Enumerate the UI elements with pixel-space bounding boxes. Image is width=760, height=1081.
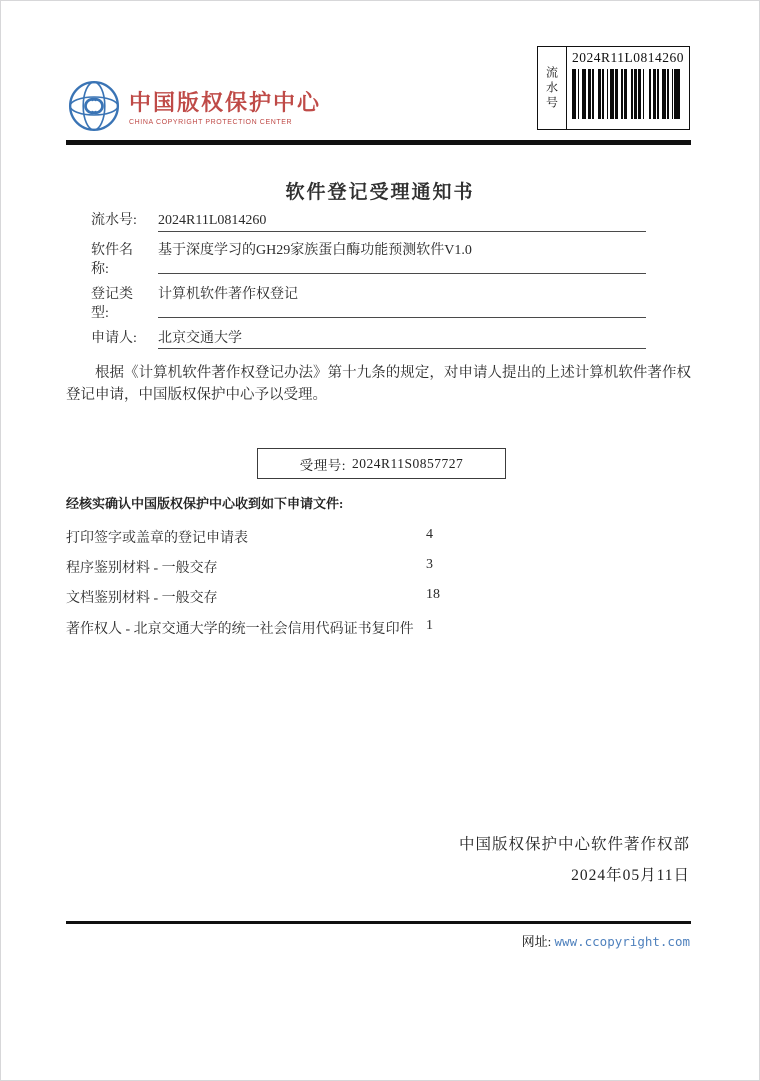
signature-date: 2024年05月11日 — [571, 867, 690, 884]
serial-main — [567, 47, 689, 129]
header-rule — [66, 140, 691, 145]
acceptance-number-box — [257, 448, 506, 479]
acceptance-number: 2024R11S0857727 — [352, 455, 464, 471]
file-count: 1 — [426, 618, 433, 633]
field-label: 软件名称: — [91, 243, 133, 277]
file-name: 著作权人 - 北京交通大学的统一社会信用代码证书复印件 — [66, 622, 414, 637]
serial-number: 2024R11L0814260 — [572, 50, 684, 65]
globe-icon — [67, 79, 121, 133]
page-title: 软件登记受理通知书 — [285, 181, 475, 203]
file-name: 打印签字或盖章的登记申请表 — [66, 531, 248, 546]
field-value: 基于深度学习的GH29家族蛋白酶功能预测软件V1.0 — [158, 241, 646, 274]
field-label: 登记类型: — [91, 287, 133, 321]
field-value: 2024R11L0814260 — [158, 211, 646, 232]
org-name-en: CHINA COPYRIGHT PROTECTION CENTER — [129, 119, 293, 126]
file-row — [66, 618, 486, 638]
barcode — [572, 69, 684, 119]
serial-number-box — [537, 46, 690, 130]
field-value: 北京交通大学 — [158, 329, 646, 349]
signature-department: 中国版权保护中心软件著作权部 — [458, 836, 690, 853]
acceptance-paragraph: 根据《计算机软件著作权登记办法》第十九条的规定，对申请人提出的上述计算机软件著作权登记申请，中国版权保护中心予以受理。 — [66, 365, 691, 403]
file-name: 程序鉴别材料 - 一般交存 — [66, 561, 218, 576]
website-link[interactable]: www.ccopyright.com — [554, 934, 690, 949]
footer-website — [522, 931, 690, 950]
footer-rule — [66, 921, 691, 924]
field-label: 流水号: — [91, 213, 137, 228]
website-label: 网址: — [521, 934, 552, 949]
serial-side-label: 流水号 — [538, 47, 567, 129]
logo-text — [129, 86, 321, 126]
field-value: 计算机软件著作权登记 — [158, 285, 646, 318]
file-count: 4 — [426, 527, 433, 542]
file-name: 文档鉴别材料 - 一般交存 — [66, 591, 218, 606]
file-row — [66, 557, 486, 577]
file-count: 3 — [426, 557, 433, 572]
header-logo — [67, 79, 321, 133]
org-name-cn: 中国版权保护中心 — [129, 90, 322, 115]
file-count: 18 — [426, 587, 440, 602]
acceptance-number-label: 受理号: — [299, 457, 346, 473]
field-label: 申请人: — [91, 331, 137, 346]
file-row — [66, 527, 486, 547]
file-row — [66, 587, 486, 607]
files-intro: 经核实确认中国版权保护中心收到如下申请文件: — [66, 496, 344, 511]
